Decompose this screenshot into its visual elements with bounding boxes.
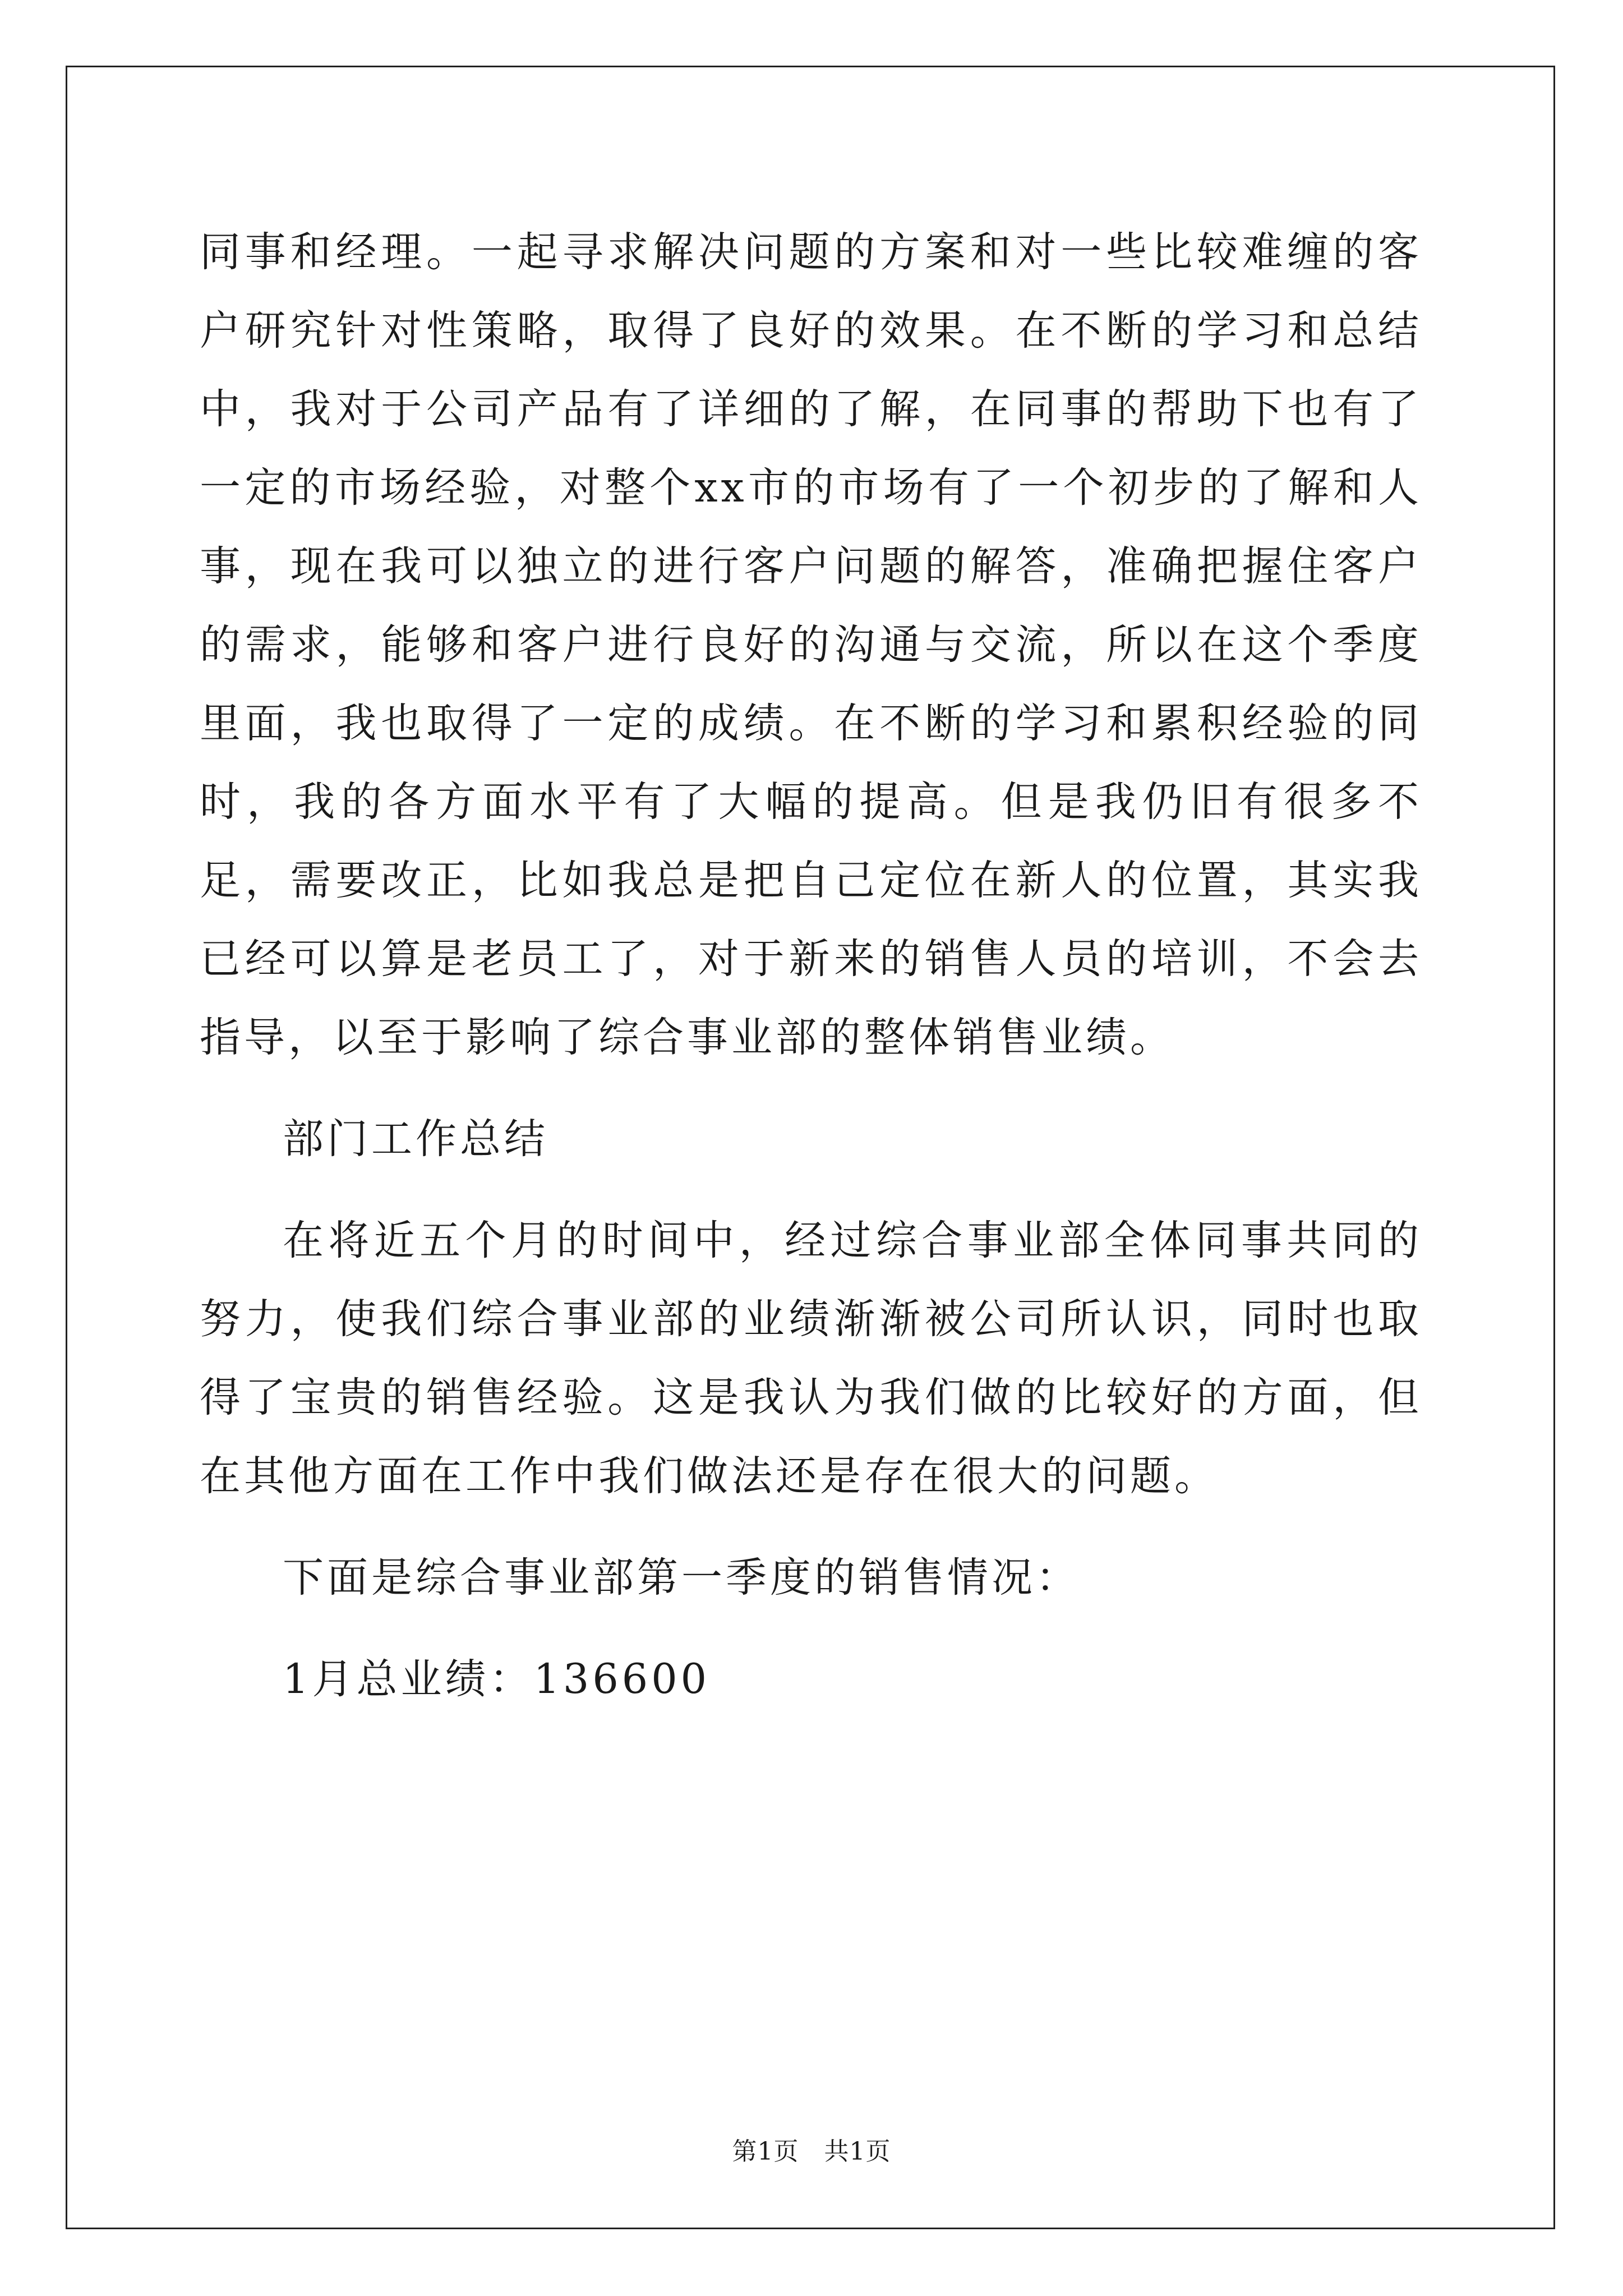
page-number-footer: 第1页 共1页 (732, 2137, 891, 2166)
body-paragraph-1: 同事和经理。一起寻求解决问题的方案和对一些比较难缠的客户研究针对性策略，取得了良好的效果。在不断的学习和总结中，我对于公司产品有了详细的了解，在同事的帮助下也有了一定的市场经验，对整个xx市的市场有了一个初步的了解和人事，现在我可以独立的进行客户问题的解答，准确把握住客户的需求，能够和客户进行良好的沟通与交流，所以在这个季度里面，我也取得了一定的成绩。在不断的学习和累积经验的同时，我的各方面水平有了大幅的提高。但是我仍旧有很多不足，需要改正，比如我总是把自己定位在新人的位置，其实我已经可以算是老员工了，对于新来的销售人员的培训，不会去指导，以至于影响了综合事业部的整体销售业绩。 (200, 228, 1422, 1061)
body-paragraph-4: 1月总业绩：136600 (283, 1655, 711, 1703)
document-body (200, 213, 1422, 1719)
section-heading: 部门工作总结 (283, 1115, 548, 1163)
body-paragraph-3: 下面是综合事业部第一季度的销售情况： (283, 1554, 1080, 1602)
body-paragraph-2: 在将近五个月的时间中，经过综合事业部全体同事共同的努力，使我们综合事业部的业绩渐渐被公司所认识，同时也取得了宝贵的销售经验。这是我认为我们做的比较好的方面，但在其他方面在工作中我们做法还是存在很大的问题。 (200, 1217, 1422, 1500)
